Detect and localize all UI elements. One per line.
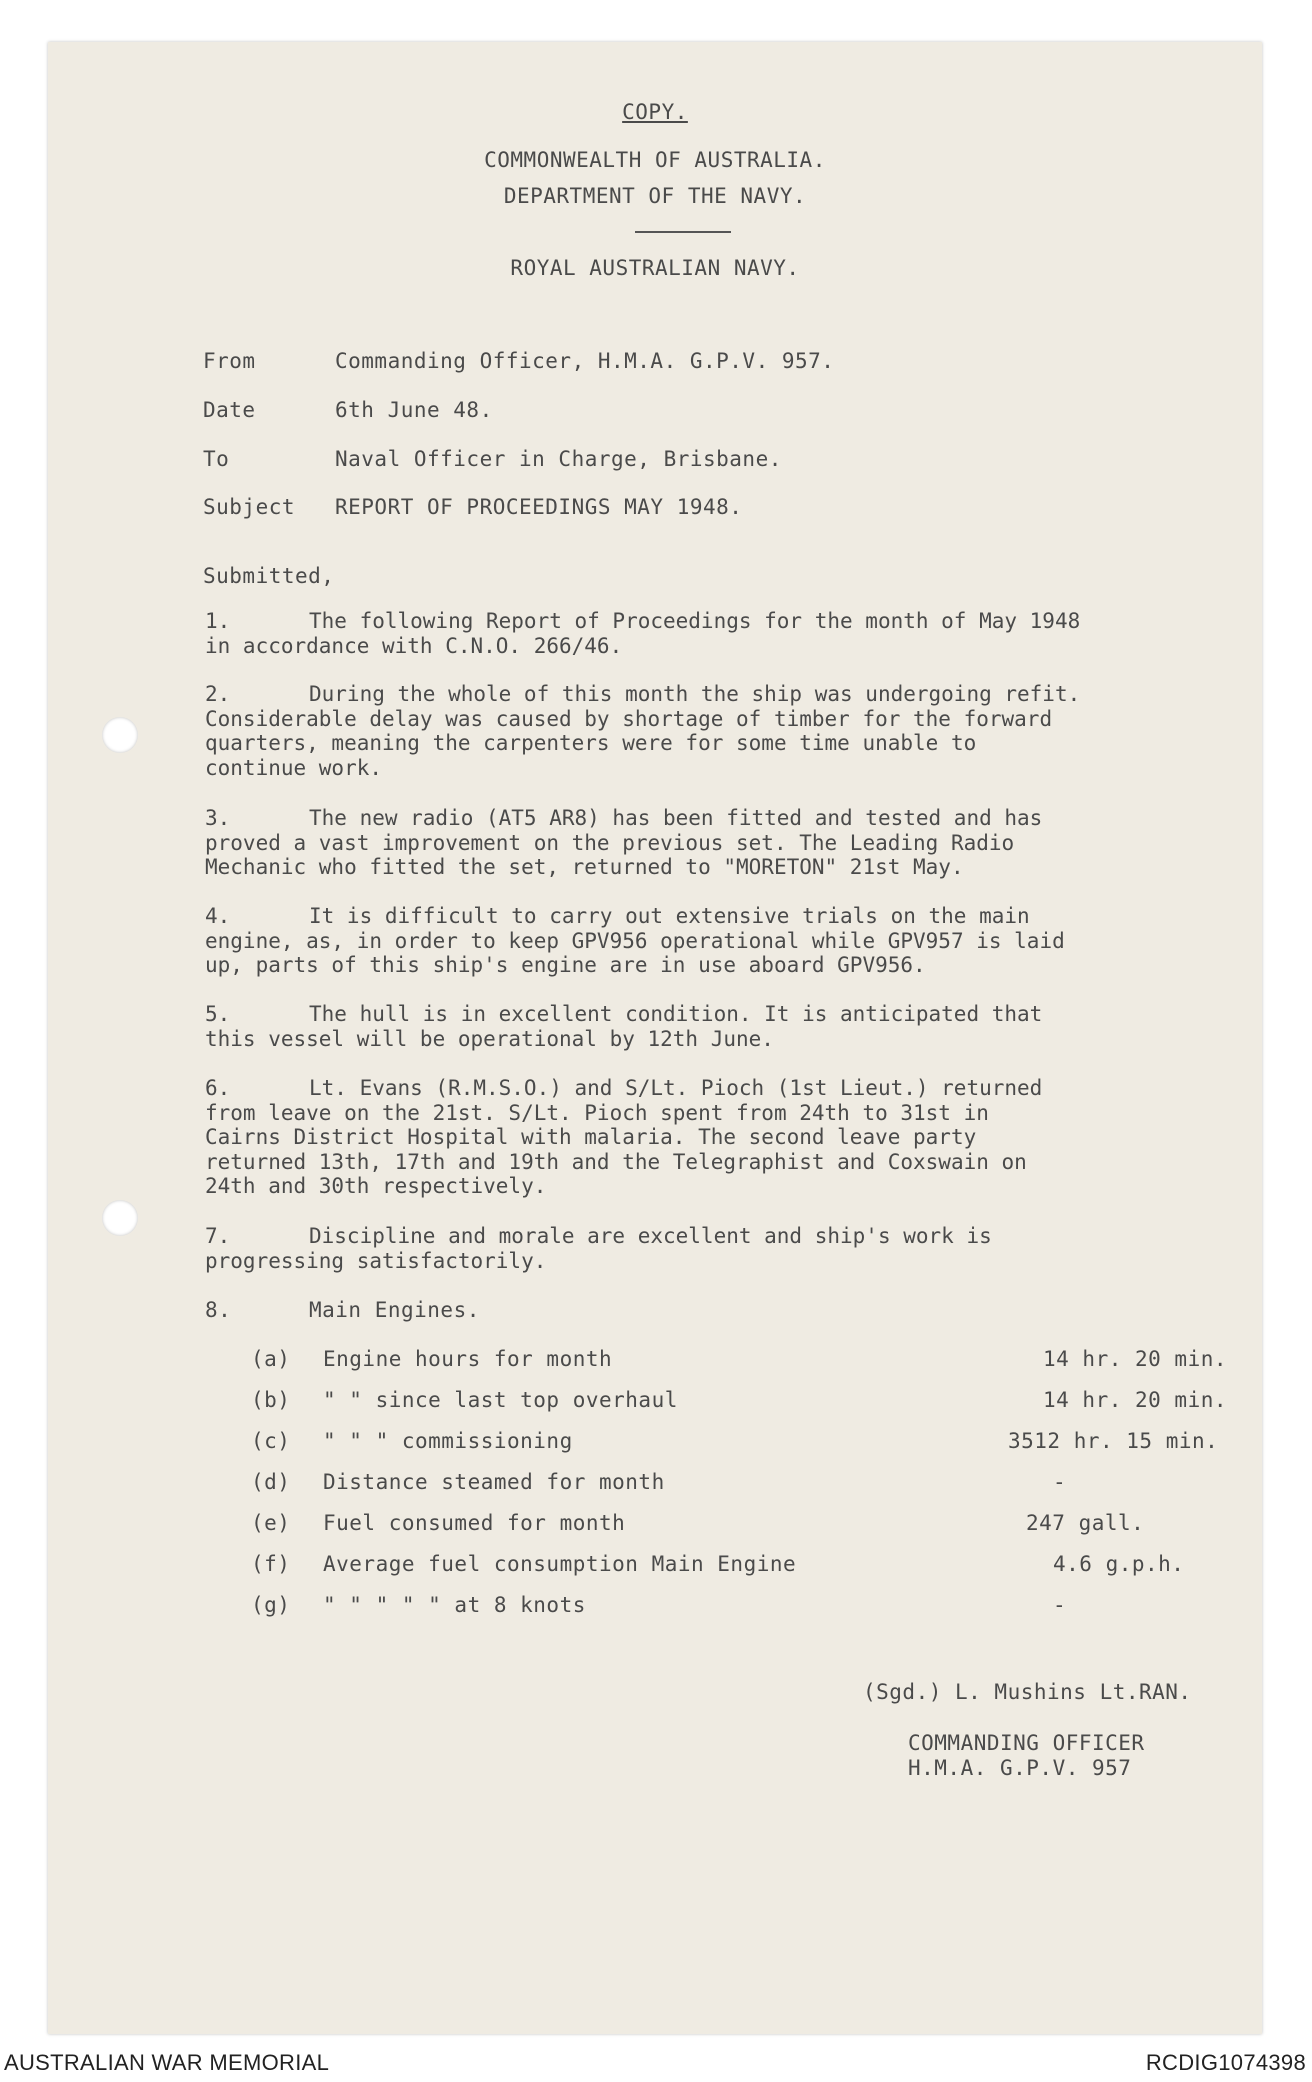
footer-record-id: RCDIG1074398	[1145, 2050, 1306, 2075]
paragraph-line: The hull is in excellent condition. It is anticipated that	[309, 1002, 1043, 1026]
paragraph-number: 5.	[205, 1002, 231, 1026]
header-divider	[635, 231, 731, 233]
engine-item-letter: (e)	[251, 1511, 291, 1535]
engine-item-label: " " since last top overhaul	[323, 1388, 678, 1412]
engine-item-value: 3512 hr. 15 min.	[1008, 1429, 1219, 1453]
engine-item-value: 14 hr. 20 min.	[1043, 1347, 1228, 1371]
paragraph-number: 3.	[205, 806, 231, 830]
from-value: Commanding Officer, H.M.A. G.P.V. 957.	[335, 349, 835, 373]
engines-title: Main Engines.	[309, 1298, 480, 1322]
paragraph-line: quarters, meaning the carpenters were for some time unable to	[205, 731, 977, 755]
paragraph-line: Mechanic who fitted the set, returned to "MORETON" 21st May.	[205, 855, 964, 879]
engines-number: 8.	[205, 1298, 232, 1322]
engine-item-letter: (f)	[251, 1552, 291, 1576]
paragraph-5	[205, 1002, 1215, 1051]
paragraph-line: progressing satisfactorily.	[205, 1248, 547, 1273]
paragraph-number: 6.	[205, 1076, 231, 1100]
paragraph-3	[205, 806, 1215, 880]
engine-item-label: Average fuel consumption Main Engine	[323, 1552, 797, 1576]
header-commonwealth: COMMONWEALTH OF AUSTRALIA.	[484, 148, 826, 172]
paragraph-2	[205, 682, 1215, 780]
copy-heading: COPY.	[622, 100, 688, 124]
from-label: From	[203, 349, 256, 373]
document-page	[48, 42, 1262, 2034]
to-value: Naval Officer in Charge, Brisbane.	[335, 447, 782, 471]
engine-item-letter: (a)	[251, 1347, 291, 1371]
paragraph-line: Lt. Evans (R.M.S.O.) and S/Lt. Pioch (1st Lieut.) returned	[309, 1076, 1043, 1100]
engine-item-label: Engine hours for month	[323, 1347, 613, 1371]
paragraph-line: continue work.	[205, 755, 383, 780]
punch-hole	[102, 1200, 138, 1236]
engine-item-value: -	[1053, 1593, 1067, 1617]
paragraph-7	[205, 1224, 1215, 1273]
paragraph-line: this vessel will be operational by 12th June.	[205, 1026, 774, 1051]
paragraph-line: Discipline and morale are excellent and ship's work is	[309, 1224, 992, 1248]
paragraph-line: proved a vast improvement on the previous set. The Leading Radio	[205, 830, 1015, 855]
engine-item-value: -	[1053, 1470, 1067, 1494]
engine-item-label: " " " commissioning	[323, 1429, 573, 1453]
date-label: Date	[203, 398, 256, 422]
engine-item-label: Fuel consumed for month	[323, 1511, 626, 1535]
to-label: To	[203, 447, 230, 471]
date-value: 6th June 48.	[335, 398, 493, 422]
engine-item-value: 14 hr. 20 min.	[1043, 1388, 1228, 1412]
paragraph-line: The new radio (AT5 AR8) has been fitted and tested and has	[309, 806, 1043, 830]
engine-item-value: 247 gall.	[1026, 1511, 1145, 1535]
paragraph-1	[205, 609, 1215, 658]
paragraph-number: 4.	[205, 904, 231, 928]
paragraph-line: from leave on the 21st. S/Lt. Pioch spent from 24th to 31st in	[205, 1100, 989, 1125]
salutation: Submitted,	[203, 564, 335, 588]
engine-item-letter: (c)	[251, 1429, 291, 1453]
paragraph-number: 7.	[205, 1224, 231, 1248]
signature-title: COMMANDING OFFICER	[908, 1731, 1145, 1755]
header-ran: ROYAL AUSTRALIAN NAVY.	[510, 256, 800, 280]
paragraph-line: up, parts of this ship's engine are in use aboard GPV956.	[205, 953, 926, 977]
paragraph-line: returned 13th, 17th and 19th and the Telegraphist and Coxswain on	[205, 1149, 1027, 1174]
paragraph-4	[205, 904, 1215, 978]
header-department: DEPARTMENT OF THE NAVY.	[503, 184, 807, 208]
signature-vessel: H.M.A. G.P.V. 957	[908, 1756, 1132, 1780]
paragraph-6	[205, 1076, 1215, 1199]
paragraph-number: 2.	[205, 682, 231, 706]
paragraph-line: Cairns District Hospital with malaria. The second leave party	[205, 1125, 977, 1149]
footer-institution: AUSTRALIAN WAR MEMORIAL	[4, 2050, 330, 2075]
engine-item-letter: (g)	[251, 1593, 291, 1617]
paragraph-number: 1.	[205, 609, 231, 633]
paragraph-line: It is difficult to carry out extensive trials on the main	[309, 904, 1030, 928]
engine-item-letter: (b)	[251, 1388, 291, 1412]
paragraph-line: 24th and 30th respectively.	[205, 1174, 547, 1198]
engine-item-label: " " " " " at 8 knots	[323, 1593, 586, 1617]
paragraph-line: Considerable delay was caused by shortage of timber for the forward	[205, 706, 1053, 731]
engine-item-value: 4.6 g.p.h.	[1053, 1552, 1185, 1576]
paragraph-line: engine, as, in order to keep GPV956 operational while GPV957 is laid	[205, 928, 1065, 953]
paragraph-line: The following Report of Proceedings for the month of May 1948	[309, 609, 1081, 633]
punch-hole	[102, 717, 138, 753]
subject-value: REPORT OF PROCEEDINGS MAY 1948.	[335, 495, 743, 519]
paragraph-line: in accordance with C.N.O. 266/46.	[205, 633, 623, 658]
signature-line: (Sgd.) L. Mushins Lt.RAN.	[863, 1680, 1192, 1704]
engine-item-label: Distance steamed for month	[323, 1470, 665, 1494]
engine-item-letter: (d)	[251, 1470, 291, 1494]
paragraph-line: During the whole of this month the ship was undergoing refit.	[309, 682, 1081, 706]
subject-label: Subject	[203, 495, 296, 519]
